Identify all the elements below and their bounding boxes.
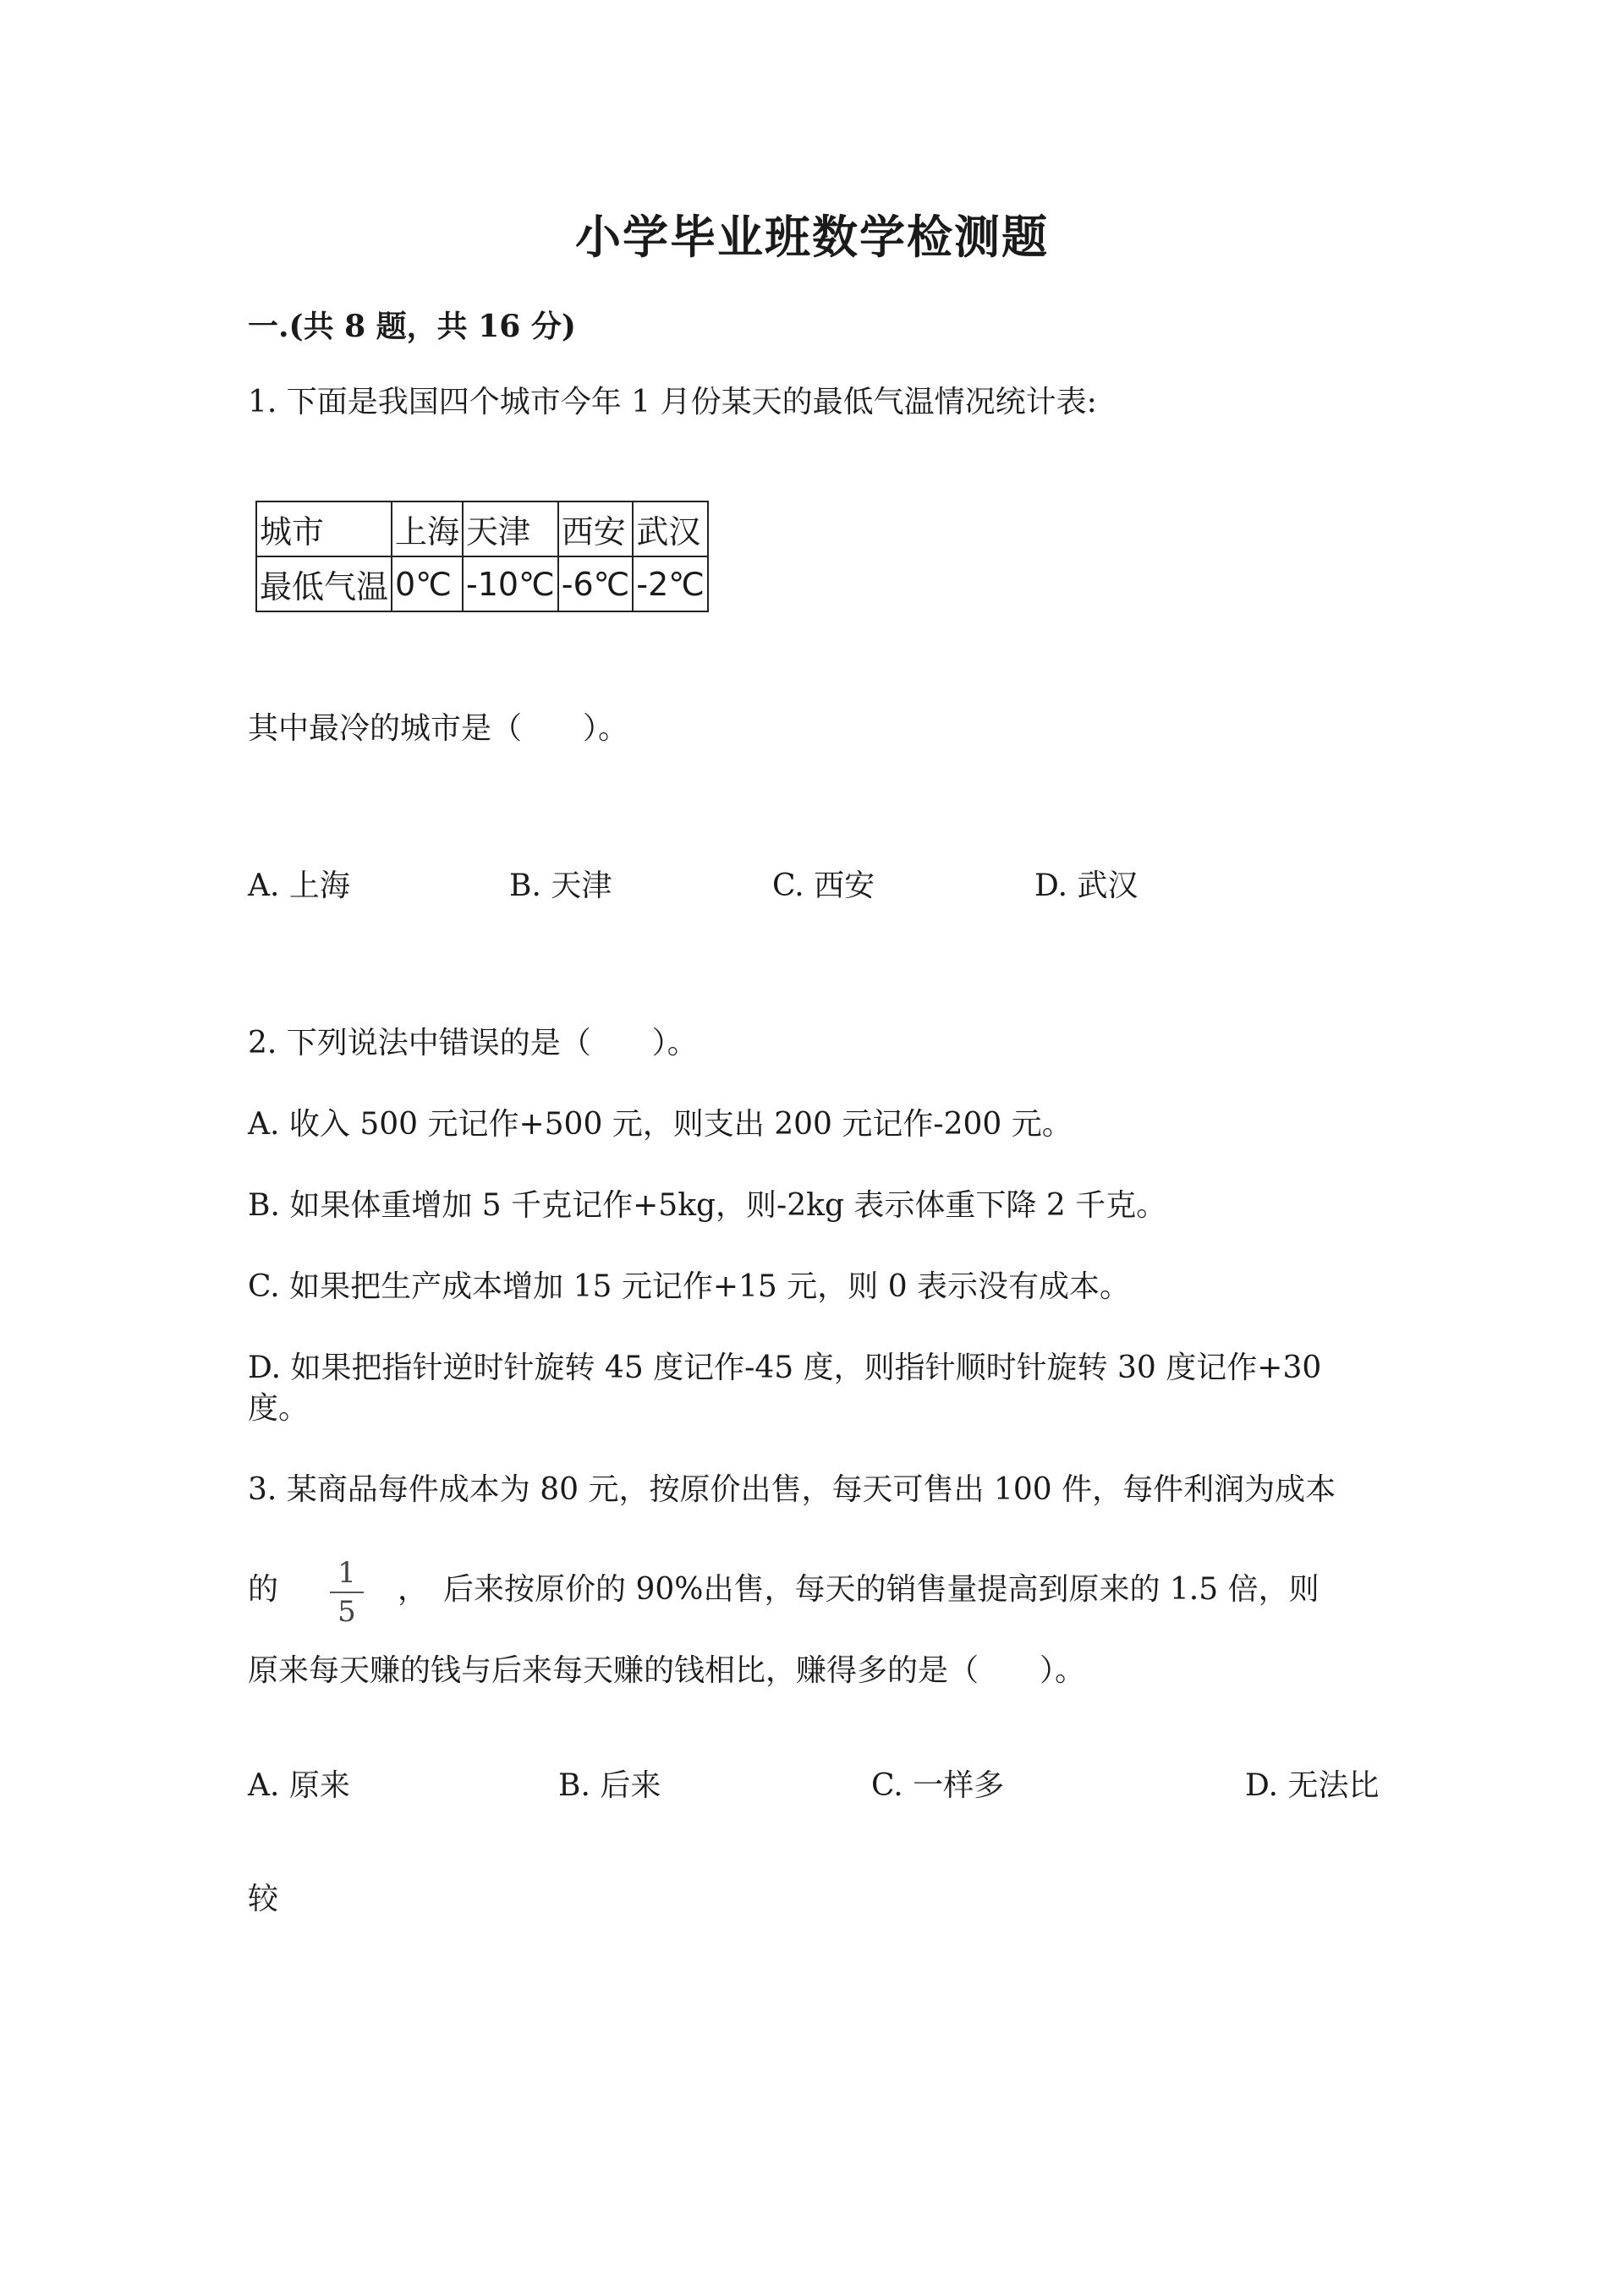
table-cell: 天津 (463, 501, 558, 556)
table-cell: -10℃ (463, 556, 558, 611)
table-cell: 城市 (256, 501, 392, 556)
q3-line2-text: ， 后来按原价的 90%出售，每天的销售量提高到原来的 1.5 倍，则 (398, 1572, 1320, 1607)
table-cell: 0℃ (392, 556, 463, 611)
fraction-one-fifth (330, 1556, 364, 1629)
q1-option-d: D. 武汉 (1034, 869, 1138, 903)
q2-option-a: A. 收入 500 元记作+500 元，则支出 200 元记作-200 元。 (248, 1107, 1073, 1142)
q1-question: 其中最冷的城市是（ ）。 (248, 711, 629, 746)
table-cell: 最低气温 (256, 556, 392, 611)
table-cell: -6℃ (558, 556, 634, 611)
q3-option-a: A. 原来 (248, 1768, 350, 1803)
q1-stem: 1. 下面是我国四个城市今年 1 月份某天的最低气温情况统计表: (248, 385, 1097, 419)
table-cell: -2℃ (633, 556, 708, 611)
q1-option-b: B. 天津 (509, 869, 612, 903)
fraction-denominator: 5 (337, 1595, 356, 1629)
table-row (256, 556, 708, 611)
q1-option-c: C. 西安 (772, 869, 875, 903)
table-cell: 上海 (392, 501, 463, 556)
table-cell: 西安 (558, 501, 634, 556)
q2-stem: 2. 下列说法中错误的是（ ）。 (248, 1026, 698, 1060)
table-cell: 武汉 (633, 501, 708, 556)
fraction-numerator: 1 (330, 1556, 364, 1593)
section-heading: 一.(共 8 题，共 16 分) (248, 309, 576, 344)
q3-option-d: D. 无法比 (1245, 1768, 1380, 1803)
q2-option-d-line1: D. 如果把指针逆时针旋转 45 度记作-45 度，则指针顺时针旋转 30 度记作+30 (248, 1351, 1322, 1385)
q3-line1: 3. 某商品每件成本为 80 元，按原价出售，每天可售出 100 件，每件利润为成本 (248, 1472, 1336, 1507)
temperature-table (255, 501, 709, 612)
q3-option-c: C. 一样多 (871, 1768, 1005, 1803)
q2-option-d-line2: 度。 (248, 1391, 310, 1426)
q1-option-a: A. 上海 (248, 869, 350, 903)
table-row (256, 501, 708, 556)
page-title: 小学毕业班数学检测题 (575, 210, 1049, 264)
q3-line3: 原来每天赚的钱与后来每天赚的钱相比，赚得多的是（ ）。 (248, 1653, 1086, 1688)
q3-option-b: B. 后来 (558, 1768, 661, 1803)
q2-option-b: B. 如果体重增加 5 千克记作+5kg，则-2kg 表示体重下降 2 千克。 (248, 1188, 1167, 1223)
q3-option-d-wrap: 较 (248, 1882, 279, 1916)
q2-option-c: C. 如果把生产成本增加 15 元记作+15 元，则 0 表示没有成本。 (248, 1269, 1131, 1304)
q3-line2-prefix: 的 (248, 1572, 279, 1607)
